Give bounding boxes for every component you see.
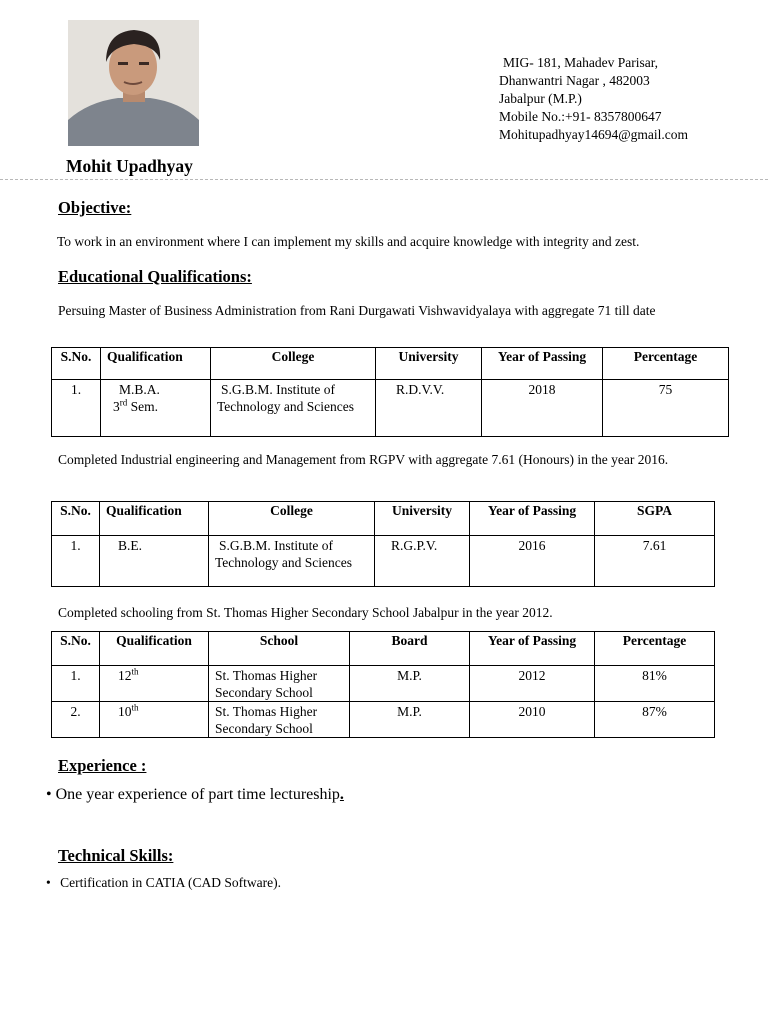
mba-intro: Persuing Master of Business Administration from Rani Durgawati Vishwavidyalaya with aggregate 71 till date <box>58 303 656 318</box>
cell-university: R.D.V.V. <box>376 380 482 437</box>
cell-qualification: B.E. <box>100 536 209 587</box>
col-percentage: Percentage <box>595 632 715 666</box>
cell-sno: 1. <box>52 666 100 702</box>
cell-school: St. Thomas Higher Secondary School <box>209 702 350 738</box>
cell-university: R.G.P.V. <box>375 536 470 587</box>
col-sno: S.No. <box>52 502 100 536</box>
contact-address-block <box>499 54 688 144</box>
be-table-header <box>52 502 715 536</box>
skills-item-text: Certification in CATIA (CAD Software). <box>60 875 281 890</box>
bullet-icon: • <box>46 875 51 890</box>
col-board: Board <box>350 632 470 666</box>
cell-year: 2012 <box>470 666 595 702</box>
experience-list-item <box>46 786 344 804</box>
objective-heading: Objective: <box>58 198 132 217</box>
col-year: Year of Passing <box>482 348 603 380</box>
profile-photo <box>68 20 199 146</box>
cell-school: St. Thomas Higher Secondary School <box>209 666 350 702</box>
cell-college <box>209 536 375 587</box>
table-row <box>52 702 715 738</box>
cell-board: M.P. <box>350 666 470 702</box>
objective-text: To work in an environment where I can implement my skills and acquire knowledge with integrity and zest. <box>57 234 640 249</box>
header-divider <box>0 179 768 180</box>
candidate-name: Mohit Upadhyay <box>66 156 193 176</box>
mba-table-header <box>52 348 729 380</box>
table-row <box>52 536 715 587</box>
school-intro: Completed schooling from St. Thomas Higher Secondary School Jabalpur in the year 2012. <box>58 605 553 620</box>
sem-number: 3 <box>113 398 120 414</box>
cell-sno: 1. <box>52 380 101 437</box>
cell-percentage: 87% <box>595 702 715 738</box>
person-silhouette-icon <box>68 20 199 146</box>
class-suffix: th <box>131 666 139 677</box>
class-suffix: th <box>131 702 139 713</box>
cell-year: 2010 <box>470 702 595 738</box>
be-intro: Completed Industrial engineering and Management from RGPV with aggregate 7.61 (Honours) in the year 2016. <box>58 452 669 467</box>
col-university: University <box>376 348 482 380</box>
address-line-2: Dhanwantri Nagar , 482003 <box>499 73 650 88</box>
col-school: School <box>209 632 350 666</box>
school-table-header <box>52 632 715 666</box>
cell-college <box>211 380 376 437</box>
col-sno: S.No. <box>52 632 100 666</box>
education-heading: Educational Qualifications: <box>58 267 252 286</box>
college-name: S.G.B.M. Institute of Technology and Sciences <box>215 538 353 570</box>
cell-sgpa: 7.61 <box>595 536 715 587</box>
class-number: 12 <box>118 668 132 683</box>
col-college: College <box>209 502 375 536</box>
qualification-semester <box>113 399 204 416</box>
bullet-icon: • <box>46 786 52 803</box>
experience-item-text: One year experience of part time lectureship <box>55 786 340 803</box>
cell-board: M.P. <box>350 702 470 738</box>
sem-label: Sem. <box>127 398 159 414</box>
cell-year: 2018 <box>482 380 603 437</box>
address-line-3: Jabalpur (M.P.) <box>499 91 582 106</box>
skills-list-item <box>46 875 281 891</box>
experience-item-period: . <box>339 786 344 803</box>
mba-table <box>51 347 729 437</box>
table-row <box>52 380 729 437</box>
col-qualification: Qualification <box>100 502 209 536</box>
qualification-degree: M.B.A. <box>119 382 160 397</box>
cell-qualification <box>101 380 211 437</box>
skills-heading: Technical Skills: <box>58 846 174 865</box>
col-sgpa: SGPA <box>595 502 715 536</box>
cell-year: 2016 <box>470 536 595 587</box>
col-qualification: Qualification <box>101 348 211 380</box>
col-percentage: Percentage <box>603 348 729 380</box>
cell-percentage: 81% <box>595 666 715 702</box>
col-year: Year of Passing <box>470 632 595 666</box>
col-year: Year of Passing <box>470 502 595 536</box>
sem-suffix: rd <box>119 397 128 407</box>
experience-heading: Experience : <box>58 756 147 775</box>
col-university: University <box>375 502 470 536</box>
col-qualification: Qualification <box>100 632 209 666</box>
address-line-1: MIG- 181, Mahadev Parisar, <box>503 55 659 70</box>
col-sno: S.No. <box>52 348 101 380</box>
cell-sno: 2. <box>52 702 100 738</box>
cell-sno: 1. <box>52 536 100 587</box>
cell-qualification <box>100 666 209 702</box>
college-name: S.G.B.M. Institute of Technology and Sciences <box>217 382 355 414</box>
table-row <box>52 666 715 702</box>
class-number: 10 <box>118 704 132 719</box>
email-address: Mohitupadhyay14694@gmail.com <box>499 127 689 142</box>
cell-percentage: 75 <box>603 380 729 437</box>
cell-qualification <box>100 702 209 738</box>
col-college: College <box>211 348 376 380</box>
mobile-number: Mobile No.:+91- 8357800647 <box>499 109 662 124</box>
school-table <box>51 631 715 738</box>
be-table <box>51 501 715 587</box>
